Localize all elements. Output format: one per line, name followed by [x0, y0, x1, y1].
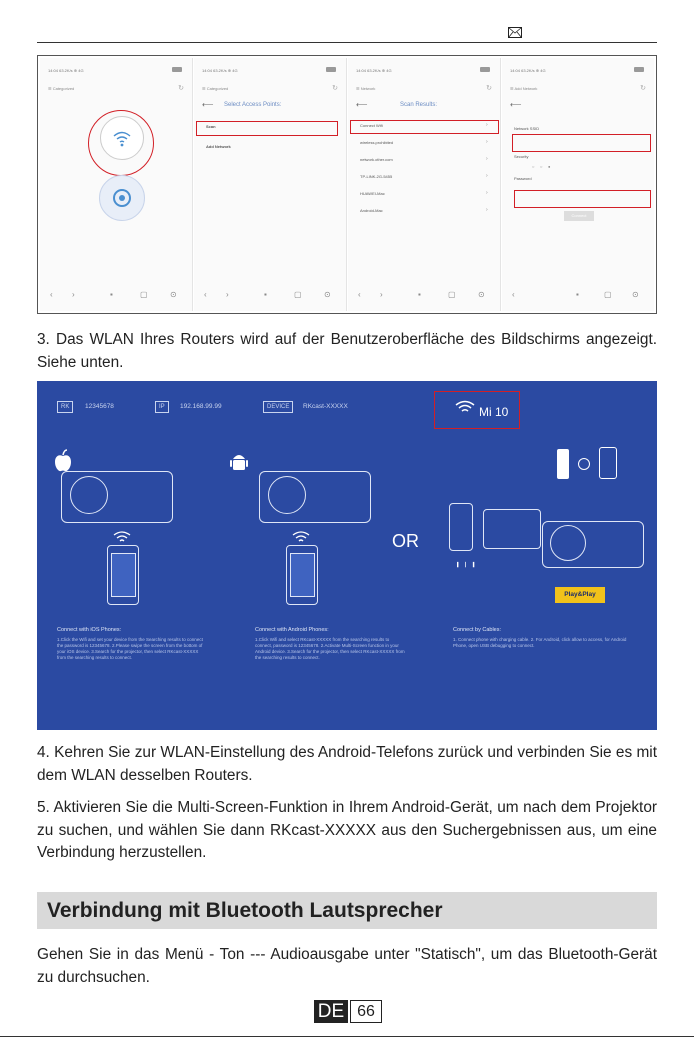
forward-nav-icon[interactable]: ›: [72, 290, 75, 299]
reload-icon: ↻: [486, 85, 492, 92]
step-4-text: 4. Kehren Sie zur WLAN-Einstellung des Android-Telefons zurück und verbinden Sie es mit dem WLAN desselben Routers.: [37, 744, 657, 784]
screen-title: Select Access Points:: [224, 102, 282, 108]
projector-lens: [268, 476, 306, 514]
bluetooth-text: Gehen Sie in das Menü - Ton --- Audioausgabe unter "Statisch", um das Bluetooth-Gerät zu durchsuchen.: [37, 946, 657, 986]
step-5-text: 5. Aktivieren Sie die Multi-Screen-Funktion in Ihrem Android-Gerät, um nach dem Projektor zu suchen, und wählen Sie dann RKcast-XXXXX aus den Suchergebnissen aus, um eine Verbindung herzustellen.: [37, 799, 657, 861]
scan-option[interactable]: Scan: [206, 124, 216, 129]
mail-icon: [508, 27, 522, 38]
play-badge: Play&Play: [555, 587, 605, 603]
back-arrow-icon[interactable]: ⟵: [356, 100, 368, 109]
password-input[interactable]: [514, 190, 651, 208]
android-title: Connect with Android Phones:: [255, 627, 329, 633]
tablet-illustration: [483, 509, 541, 549]
password-label: Password: [514, 176, 532, 181]
signal-icon: ›: [486, 173, 488, 179]
tabs-nav-icon[interactable]: ▢: [604, 290, 612, 299]
ssid-input[interactable]: [512, 134, 651, 152]
phone-screen: [290, 553, 315, 597]
address-text: Categorized: [52, 86, 75, 91]
wifi-result[interactable]: TP-LINK-2G-5455: [360, 174, 393, 179]
cable-title: Connect by Cables:: [453, 627, 501, 633]
address-text: Categorized: [206, 86, 229, 91]
rk-tag: RK: [57, 401, 73, 413]
menu-nav-icon[interactable]: ⊙: [170, 290, 177, 299]
power-adapter-icon: [557, 449, 569, 479]
signal-icon: ›: [486, 122, 488, 128]
ssid-label: Network SSID: [514, 126, 540, 131]
reload-icon: ↻: [640, 85, 646, 92]
menu-nav-icon[interactable]: ⊙: [478, 290, 485, 299]
iphone-illustration: [449, 503, 473, 551]
menu-nav-icon[interactable]: ⊙: [324, 290, 331, 299]
projector-home-screen: [37, 381, 657, 730]
home-nav-icon[interactable]: ▪: [110, 290, 113, 299]
phone-screen: [111, 553, 136, 597]
address-text: Add Network: [514, 86, 538, 91]
gear-icon[interactable]: [99, 175, 145, 221]
home-nav-icon[interactable]: ▪: [418, 290, 421, 299]
projector-lens: [70, 476, 108, 514]
forward-nav-icon[interactable]: ›: [380, 290, 383, 299]
ios-title: Connect with iOS Phones:: [57, 627, 122, 633]
back-nav-icon[interactable]: ‹: [204, 290, 207, 299]
cable-icon: ╻ ╷ ╻: [455, 557, 477, 567]
phone-screenshots: [37, 55, 657, 314]
battery-icon: [172, 67, 182, 72]
wifi-settings-icon[interactable]: [100, 116, 144, 160]
wifi-result[interactable]: Android-Mac: [360, 208, 383, 213]
projector-lens: [550, 525, 586, 561]
page-number: 66: [350, 1000, 382, 1023]
battery-icon: [326, 67, 336, 72]
battery-icon: [634, 67, 644, 72]
connector-icon: [578, 458, 590, 470]
home-nav-icon[interactable]: ▪: [576, 290, 579, 299]
wifi-result[interactable]: Connect Wifi: [360, 123, 383, 128]
tabs-nav-icon[interactable]: ▢: [294, 290, 302, 299]
security-label: Security: [514, 154, 529, 159]
highlight-box: [196, 121, 338, 136]
security-options[interactable]: ○ ○ ●: [532, 164, 551, 169]
phone-screen-1: [40, 58, 193, 311]
ip-tag: IP: [155, 401, 169, 413]
tabs-nav-icon[interactable]: ▢: [140, 290, 148, 299]
rk-value: 12345678: [85, 403, 114, 410]
phone-icon: [599, 447, 617, 479]
back-nav-icon[interactable]: ‹: [512, 290, 515, 299]
section-heading: Verbindung mit Bluetooth Lautsprecher: [47, 899, 443, 922]
address-text: Network: [360, 86, 376, 91]
wifi-result[interactable]: network.other.com: [360, 157, 393, 162]
android-icon: [229, 449, 249, 473]
cable-instructions: 1. Connect phone with charging cable. 2. For Android, click allow to access, for Android Phone, open USB debugging to connect.: [453, 637, 627, 648]
ip-value: 192.168.99.99: [180, 403, 222, 410]
device-value: RKcast-XXXXX: [303, 403, 348, 410]
step-3-text: 3. Das WLAN Ihres Routers wird auf der Benutzeroberfläche des Bildschirms angezeigt. Siehe unten.: [37, 331, 657, 371]
wifi-icon: [292, 531, 310, 543]
screen-title: Scan Results:: [400, 102, 438, 108]
battery-icon: [480, 67, 490, 72]
phone-screen-3: [348, 58, 501, 311]
android-instructions: 1.Click Wifi and select RKcast-XXXXX from the searching results to connect, password is 12345678. 2.Activate Multi-Screen function in your Android device. 3.Search for the projector, then select RKcast-XXXXX from the searching results to connect.: [255, 637, 405, 660]
wifi-result[interactable]: wireless.prohibited: [360, 140, 394, 145]
add-network-option[interactable]: Add Network: [206, 144, 231, 149]
address-bar: ☰ Categorized ↻: [202, 85, 338, 92]
address-bar: ☰ Categorized ↻: [48, 85, 184, 92]
status-bar: 14:04 63.2K/s ⊕ 4G: [202, 68, 238, 73]
signal-icon: ›: [486, 139, 488, 145]
signal-icon: ›: [486, 207, 488, 213]
top-rule: [37, 42, 657, 43]
address-bar: ☰ Add Network ↻: [510, 85, 646, 92]
wifi-icon: [113, 531, 131, 543]
back-arrow-icon[interactable]: ⟵: [202, 100, 214, 109]
phone-screen-2: [194, 58, 347, 311]
wifi-result[interactable]: HUAWEI-Mac: [360, 191, 385, 196]
status-bar: 14:04 63.2K/s ⊕ 4G: [356, 68, 392, 73]
bottom-rule: [0, 1036, 694, 1037]
connect-button[interactable]: Connect: [564, 211, 594, 221]
ios-instructions: 1.Click the Wifi and set your device from the Searching results to connect the password is 12345678. 2.Please swipe the screen from the bottom of your iOS device. 3.Search for the projector, then select RKcast-XXXXX from the searching results to connect.: [57, 637, 203, 660]
back-arrow-icon[interactable]: ⟵: [510, 100, 522, 109]
or-label: OR: [392, 531, 419, 551]
status-bar: 14:04 63.2K/s ⊕ 4G: [510, 68, 546, 73]
home-nav-icon[interactable]: ▪: [264, 290, 267, 299]
forward-nav-icon[interactable]: ›: [226, 290, 229, 299]
back-nav-icon[interactable]: ‹: [358, 290, 361, 299]
phone-screen-4: [502, 58, 654, 311]
wifi-name: Mi 10: [479, 405, 509, 419]
reload-icon: ↻: [178, 85, 184, 92]
device-tag: DEVICE: [263, 401, 293, 413]
tabs-nav-icon[interactable]: ▢: [448, 290, 456, 299]
language-code: DE: [314, 1000, 348, 1023]
menu-nav-icon[interactable]: ⊙: [632, 290, 639, 299]
signal-icon: ›: [486, 156, 488, 162]
wifi-icon: [455, 400, 475, 414]
back-nav-icon[interactable]: ‹: [50, 290, 53, 299]
status-bar: 14:04 63.2K/s ⊕ 4G: [48, 68, 84, 73]
signal-icon: ›: [486, 190, 488, 196]
apple-icon: [53, 449, 73, 473]
reload-icon: ↻: [332, 85, 338, 92]
address-bar: ☰ Network ↻: [356, 85, 492, 92]
